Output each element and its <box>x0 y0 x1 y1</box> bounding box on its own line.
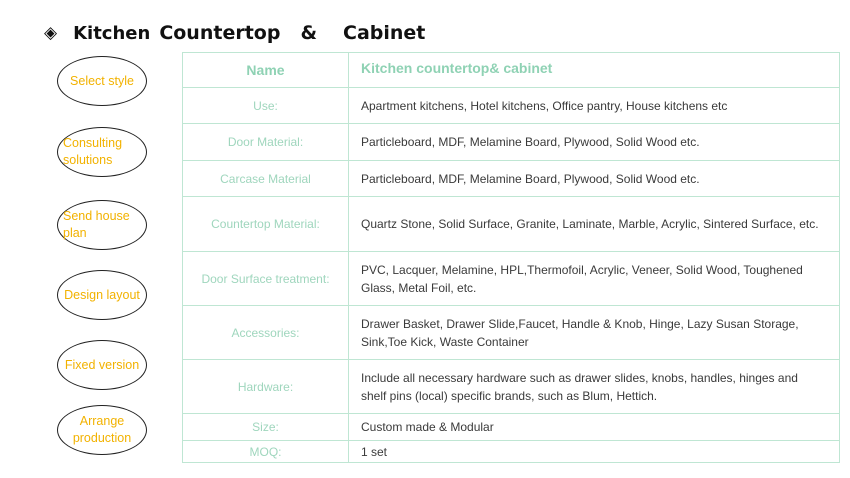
header-value-cell: Kitchen countertop& cabinet <box>349 53 840 88</box>
table-header-row <box>183 53 840 88</box>
row-key: Accessories: <box>183 306 349 360</box>
title-word-kitchen: Kitchen <box>73 22 151 44</box>
row-key: MOQ: <box>183 441 349 463</box>
row-key: Countertop Material: <box>183 197 349 252</box>
step-select-style <box>57 56 147 106</box>
step-design-layout <box>57 270 147 320</box>
step-label: Arrange production <box>72 414 132 445</box>
header-name-cell: Name <box>183 53 349 88</box>
title-word-cabinet: Cabinet <box>343 22 426 44</box>
row-key: Hardware: <box>183 360 349 414</box>
step-label: Select style <box>70 73 134 88</box>
page-title <box>44 18 425 48</box>
row-value: Drawer Basket, Drawer Slide,Faucet, Handle & Knob, Hinge, Lazy Susan Storage, Sink,Toe Kick, Waste Container <box>349 306 840 360</box>
table-row <box>183 124 840 161</box>
table-row <box>183 197 840 252</box>
table-row <box>183 441 840 463</box>
row-key: Door Surface treatment: <box>183 252 349 306</box>
table-row <box>183 88 840 124</box>
spec-table <box>182 52 840 463</box>
row-value: 1 set <box>349 441 840 463</box>
table-row <box>183 161 840 197</box>
row-key: Carcase Material <box>183 161 349 197</box>
step-label: Send house plan <box>63 209 130 240</box>
diamond-bullet-icon: ◈ <box>44 23 58 43</box>
row-value: Particleboard, MDF, Melamine Board, Plywood, Solid Wood etc. <box>349 161 840 197</box>
row-key: Use: <box>183 88 349 124</box>
row-value: Custom made & Modular <box>349 414 840 441</box>
row-key: Door Material: <box>183 124 349 161</box>
row-value: Apartment kitchens, Hotel kitchens, Office pantry, House kitchens etc <box>349 88 840 124</box>
step-fixed-version <box>57 340 147 390</box>
row-value: Quartz Stone, Solid Surface, Granite, Laminate, Marble, Acrylic, Sintered Surface, etc. <box>349 197 840 252</box>
table-row <box>183 360 840 414</box>
row-value: PVC, Lacquer, Melamine, HPL,Thermofoil, Acrylic, Veneer, Solid Wood, Toughened Glass, Metal Foil, etc. <box>349 252 840 306</box>
row-value: Particleboard, MDF, Melamine Board, Plywood, Solid Wood etc. <box>349 124 840 161</box>
table-row <box>183 252 840 306</box>
row-key: Size: <box>183 414 349 441</box>
step-send-house-plan <box>57 200 147 250</box>
step-label: Design layout <box>64 287 140 302</box>
title-word-ampersand: & <box>300 22 318 44</box>
step-label: Fixed version <box>64 357 140 372</box>
table-row <box>183 306 840 360</box>
title-word-countertop: Countertop <box>159 22 281 44</box>
row-value: Include all necessary hardware such as drawer slides, knobs, handles, hinges and shelf pins (local) specific brands, such as Blum, Hettich. <box>349 360 840 414</box>
table-row <box>183 414 840 441</box>
step-label: Consulting solutions <box>63 136 123 167</box>
step-consulting-solutions <box>57 127 147 177</box>
step-arrange-production <box>57 405 147 455</box>
